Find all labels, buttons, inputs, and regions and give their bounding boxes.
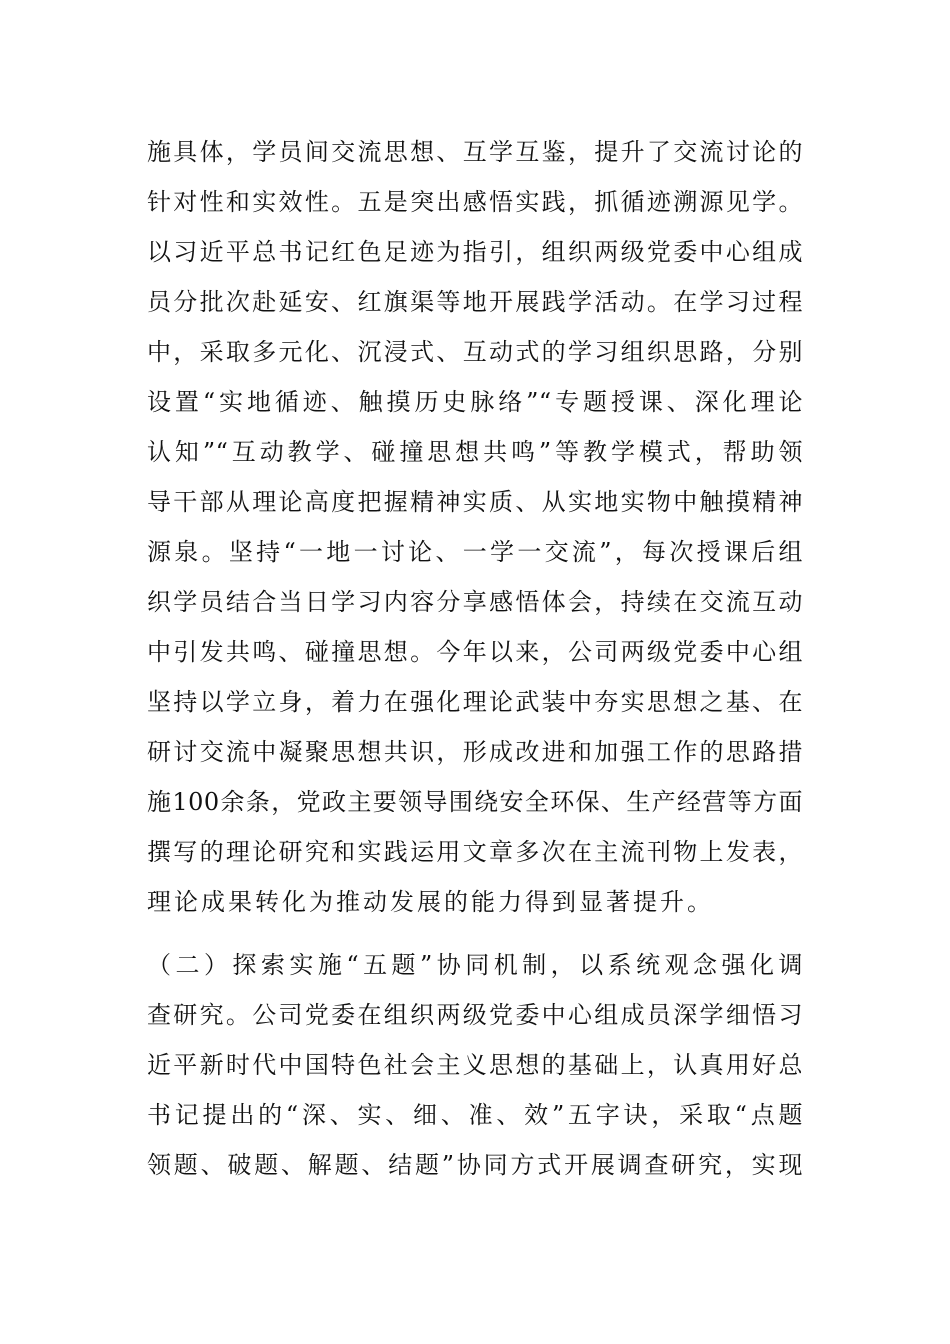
paragraph-line: 导干部从理论高度把握精神实质、从实地实物中触摸精神 (147, 488, 803, 516)
paragraph-line: 近平新时代中国特色社会主义思想的基础上，认真用好总 (147, 1051, 803, 1079)
paragraph-line: 设置“实地循迹、触摸历史脉络”“专题授课、深化理论 (147, 388, 803, 416)
paragraph-line: 针对性和实效性。五是突出感悟实践，抓循迹溯源见学。 (147, 188, 803, 216)
paragraph-line: 员分批次赴延安、红旗渠等地开展践学活动。在学习过程 (147, 288, 803, 316)
paragraph-line: 源泉。坚持“一地一讨论、一学一交流”，每次授课后组 (147, 538, 803, 566)
paragraph-line: 坚持以学立身，着力在强化理论武装中夯实思想之基、在 (147, 688, 803, 716)
paragraph-2 (147, 940, 803, 1190)
paragraph-line: 中引发共鸣、碰撞思想。今年以来，公司两级党委中心组 (147, 638, 803, 666)
paragraph-1 (147, 127, 803, 927)
paragraph-line: 研讨交流中凝聚思想共识，形成改进和加强工作的思路措 (147, 738, 803, 766)
paragraph-line: 施具体，学员间交流思想、互学互鉴，提升了交流讨论的 (147, 138, 803, 166)
paragraph-line: 领题、破题、解题、结题”协同方式开展调查研究，实现 (147, 1151, 803, 1179)
paragraph-line: 撰写的理论研究和实践运用文章多次在主流刊物上发表， (147, 838, 803, 866)
paragraph-line: 书记提出的“深、实、细、准、效”五字诀，采取“点题 (147, 1101, 803, 1129)
paragraph-line: 认知”“互动教学、碰撞思想共鸣”等教学模式，帮助领 (147, 438, 803, 466)
paragraph-line: 理论成果转化为推动发展的能力得到显著提升。 (147, 888, 714, 916)
paragraph-line: （二）探索实施“五题”协同机制，以系统观念强化调 (147, 951, 803, 979)
paragraph-line: 以习近平总书记红色足迹为指引，组织两级党委中心组成 (147, 238, 803, 266)
paragraph-line: 织学员结合当日学习内容分享感悟体会，持续在交流互动 (147, 588, 803, 616)
paragraph-line: 中，采取多元化、沉浸式、互动式的学习组织思路，分别 (147, 338, 803, 366)
paragraph-line: 施100余条，党政主要领导围绕安全环保、生产经营等方面 (147, 788, 803, 816)
paragraph-line: 查研究。公司党委在组织两级党委中心组成员深学细悟习 (147, 1001, 803, 1029)
